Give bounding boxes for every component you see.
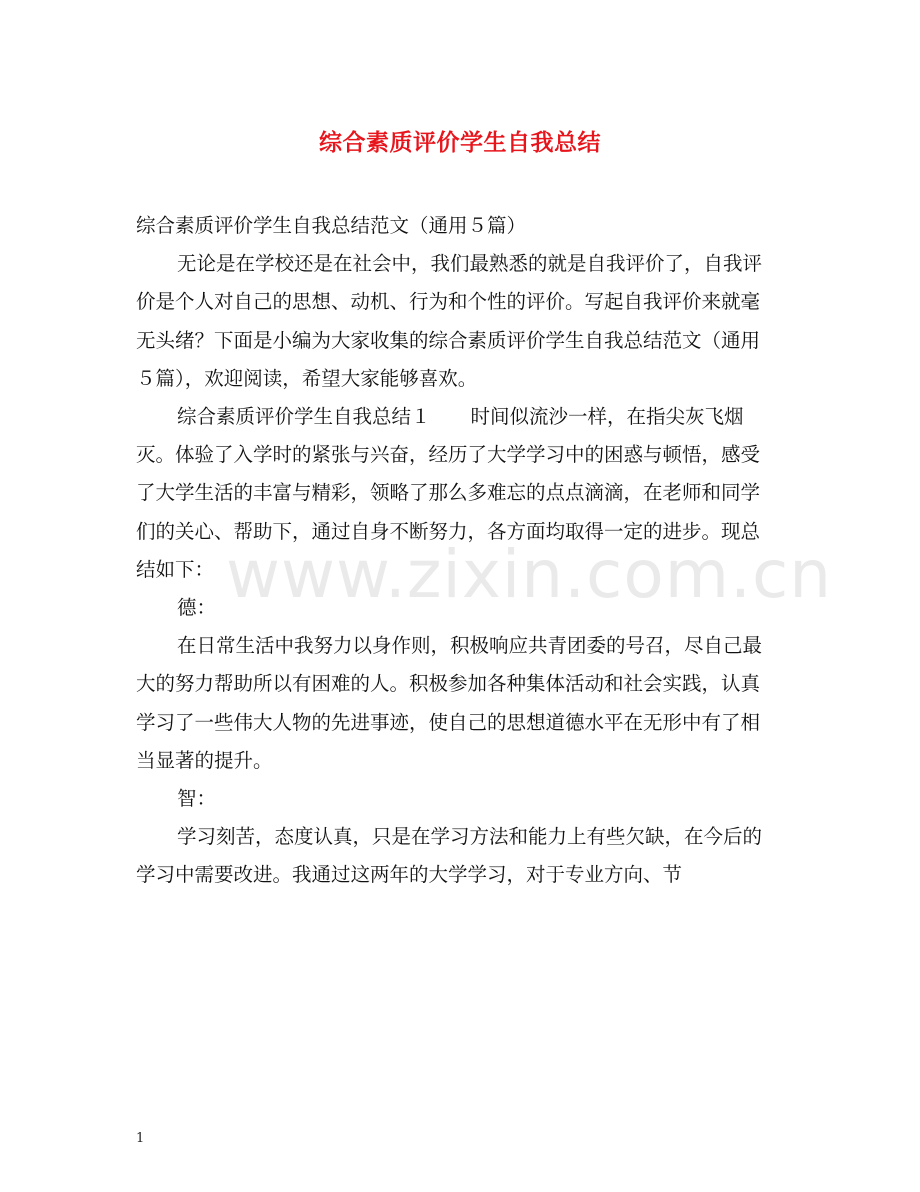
- document-title: 综合素质评价学生自我总结: [319, 129, 601, 156]
- section-1-paragraph: [136, 398, 776, 589]
- section-1-heading: 综合素质评价学生自我总结１: [177, 405, 431, 429]
- document-subtitle: 综合素质评价学生自我总结范文（通用５篇）: [136, 214, 527, 237]
- document-body: [136, 207, 776, 895]
- watermark: www.zixin.com.cn: [226, 536, 833, 613]
- de-paragraph: 在日常生活中我努力以身作则，积极响应共青团委的号召，尽自己最大的努力帮助所以有困难的人。积极参加各种集体活动和社会实践，认真学习了一些伟大人物的先进事迹，使自己的思想道德水平在无形中有了相当显著的提升。: [136, 634, 763, 772]
- intro-paragraph: 无论是在学校还是在社会中，我们最熟悉的就是自我评价了，自我评价是个人对自己的思想、动机、行为和个性的评价。写起自我评价来就毫无头绪？下面是小编为大家收集的综合素质评价学生自我总结范文（通用５篇），欢迎阅读，希望大家能够喜欢。: [136, 252, 763, 390]
- zhi-paragraph: 学习刻苦，态度认真，只是在学习方法和能力上有些欠缺，在今后的学习中需要改进。我通过这两年的大学学习，对于专业方向、节: [136, 825, 763, 887]
- section-1-text: 时间似流沙一样，在指尖灰飞烟灭。体验了入学时的紧张与兴奋，经历了大学学习中的困惑与顿悟，感受了大学生活的丰富与精彩，领略了那么多难忘的点点滴滴，在老师和同学们的关心、帮助下，通过自身不断努力，各方面均取得一定的进步。现总结如下：: [136, 405, 761, 581]
- page-number: 1: [136, 1131, 145, 1146]
- zhi-label: 智：: [177, 787, 217, 811]
- de-label: 德：: [177, 596, 217, 620]
